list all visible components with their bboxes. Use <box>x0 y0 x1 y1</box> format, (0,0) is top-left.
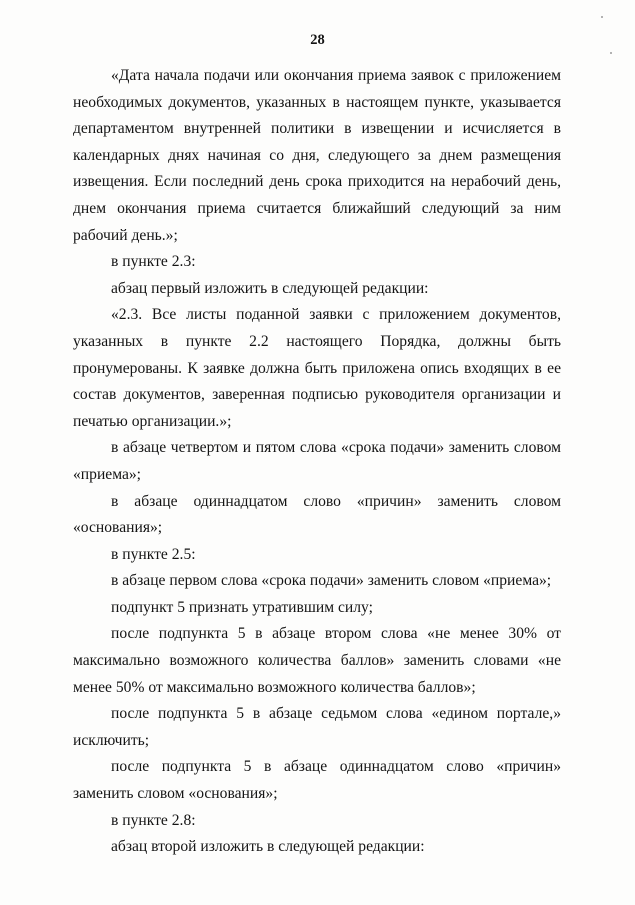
paragraph-abzac-second-edit: абзац второй изложить в следующей редакции: <box>111 838 425 856</box>
paragraph-point-2-5: в пункте 2.5: <box>111 545 196 563</box>
paragraph-date-rules: «Дата начала подачи или окончания приема заявок с приложением необходимых документов, указанных в настоящем пункте, указывается департаментом внутренней политики в извещении и исчисляется в календарных днях начиная со дня, следующего за днем размещения извещения. Если последний день срока приходится на нерабочий день, днем окончания приема считается ближайший следующий за ним рабочий день.»; <box>73 67 561 244</box>
paragraph-point-2-3: в пункте 2.3: <box>111 253 196 271</box>
paragraph-after-5-abzac-11: после подпункта 5 в абзаце одиннадцатом слово «причин» заменить словом «основания»; <box>73 758 561 803</box>
paragraph-point-2-8: в пункте 2.8: <box>111 811 196 829</box>
scan-speck <box>610 52 612 54</box>
paragraph-after-5-abzac-7: после подпункта 5 в абзаце седьмом слова «едином портале,» исключить; <box>73 705 561 749</box>
scan-speck <box>601 16 603 18</box>
paragraph-abzac-first-2-5: в абзаце первом слова «срока подачи» заменить словом «приема»; <box>111 572 552 590</box>
paragraph-abzac-4-5: в абзаце четвертом и пятом слова «срока подачи» заменить словом «приема»; <box>73 439 561 483</box>
paragraph-subpoint-5-void: подпункт 5 признать утратившим силу; <box>111 598 373 616</box>
paragraph-after-5-abzac-2: после подпункта 5 в абзаце втором слова «не менее 30% от максимально возможного количества баллов» заменить словами «не менее 50% от максимально возможного количества баллов»; <box>73 625 561 696</box>
paragraph-abzac-11: в абзаце одиннадцатом слово «причин» заменить словом «основания»; <box>73 492 561 537</box>
document-body <box>73 63 561 861</box>
page-number: 28 <box>310 32 325 48</box>
paragraph-2-3-new-text: «2.3. Все листы поданной заявки с приложением документов, указанных в пункте 2.2 настоящего Порядка, должны быть пронумерованы. К заявке должна быть приложена опись входящих в ее состав документов, заверенная подписью руководителя организации и печатью организации.»; <box>73 306 561 430</box>
paragraph-first-abzac-edit: абзац первый изложить в следующей редакции: <box>111 279 429 297</box>
